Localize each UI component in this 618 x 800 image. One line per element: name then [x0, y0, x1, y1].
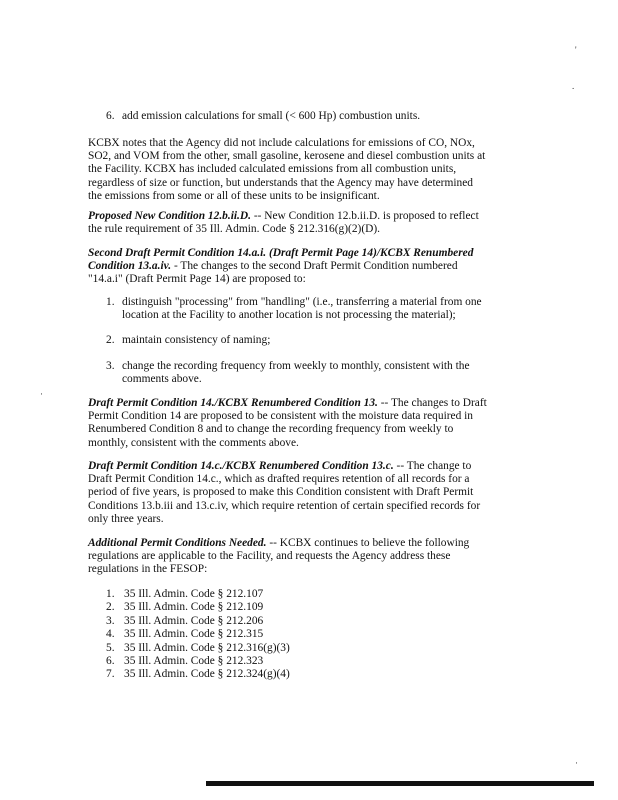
- regulations-list: [106, 588, 406, 682]
- regulation-number: 1.: [106, 588, 115, 600]
- section-condition-14ai: [88, 247, 488, 287]
- item-6: [106, 110, 486, 123]
- regulation-text: 35 Ill. Admin. Code § 212.206: [124, 614, 264, 627]
- list-item-text: distinguish "processing" from "handling" (i.e., transferring a material from one location at the Facility to another location is not processing the material);: [122, 296, 482, 322]
- regulation-number: 7.: [106, 668, 115, 681]
- footer-rule: [206, 781, 594, 786]
- section-3-heading: Draft Permit Condition 14./KCBX Renumbered Condition 13.: [88, 397, 378, 409]
- regulation-item: [106, 588, 406, 601]
- regulation-number: 5.: [106, 641, 115, 654]
- section-condition-14c: [88, 460, 488, 526]
- section-2-body: - The changes to the second Draft Permit Condition numbered "14.a.i" (Draft Permit Page 14) are proposed to:: [88, 260, 458, 286]
- section-4-heading: Draft Permit Condition 14.c./KCBX Renumbered Condition 13.c.: [88, 460, 394, 472]
- regulation-item: [106, 655, 406, 668]
- scan-mark-top: ': [575, 45, 577, 55]
- list-item-3: [106, 360, 486, 386]
- regulation-item: [106, 642, 406, 655]
- section-1-body: -- New Condition 12.b.ii.D. is proposed to reflect the rule requirement of 35 Ill. Admin. Code § 212.316(g)(2)(D).: [88, 210, 479, 236]
- regulation-number: 4.: [106, 628, 115, 641]
- section-4-body: -- The change to Draft Permit Condition 14.c., which as drafted requires retention of all records for a period of five years, is proposed to make this Condition consistent with Draft Permit Conditions 13.b.iii and 13.c.iv, which require retention of certain specified records for only three years.: [88, 460, 481, 525]
- section-condition-14: [88, 397, 488, 450]
- list-item-text: change the recording frequency from weekly to monthly, consistent with the comments above.: [122, 360, 470, 386]
- regulation-text: 35 Ill. Admin. Code § 212.324(g)(4): [124, 668, 290, 681]
- item-6-number: 6.: [106, 110, 115, 122]
- section-5-body: -- KCBX continues to believe the following regulations are applicable to the Facility, and requests the Agency address these regulations in the FESOP:: [88, 537, 470, 576]
- list-item-2: [106, 334, 486, 347]
- regulation-text: 35 Ill. Admin. Code § 212.323: [124, 654, 264, 667]
- list-item-number: 2.: [106, 334, 115, 346]
- regulation-item: [106, 668, 406, 681]
- section-5-heading: Additional Permit Conditions Needed.: [88, 537, 267, 549]
- regulation-number: 3.: [106, 614, 115, 627]
- regulation-text: 35 Ill. Admin. Code § 212.109: [124, 601, 264, 614]
- list-item-1: [106, 296, 486, 322]
- paragraph-emissions: KCBX notes that the Agency did not include calculations for emissions of CO, NOx, SO2, and VOM from the other, small gasoline, kerosene and diesel combustion units at the Facility. KCBX has included calculated emissions from all combustion units, regardless of size or function, but understands that the Agency may have determined the emissions from some or all of these units to be insignificant.: [88, 137, 486, 202]
- item-6-text: add emission calculations for small (< 600 Hp) combustion units.: [122, 110, 421, 122]
- scan-mark-bottom: ·: [575, 758, 578, 768]
- regulation-item: [106, 601, 406, 614]
- regulation-item: [106, 615, 406, 628]
- regulation-text: 35 Ill. Admin. Code § 212.315: [124, 628, 264, 641]
- section-new-condition-12: [88, 210, 488, 236]
- section-additional-conditions: [88, 537, 488, 577]
- list-item-number: 1.: [106, 296, 115, 308]
- section-1-heading: Proposed New Condition 12.b.ii.D.: [88, 210, 251, 222]
- section-2-heading: Second Draft Permit Condition 14.a.i. (Draft Permit Page 14)/KCBX Renumbered Condition 13.a.iv.: [88, 247, 474, 273]
- regulation-number: 6.: [106, 654, 115, 667]
- regulation-text: 35 Ill. Admin. Code § 212.316(g)(3): [124, 641, 290, 654]
- section-3-body: -- The changes to Draft Permit Condition 14 are proposed to be consistent with the moisture data required in Renumbered Condition 8 and to change the recording frequency from weekly to monthly, consistent with the comments above.: [88, 397, 487, 449]
- regulation-number: 2.: [106, 601, 115, 614]
- scan-mark-right: .: [572, 81, 575, 91]
- regulation-text: 35 Ill. Admin. Code § 212.107: [124, 588, 264, 600]
- list-item-number: 3.: [106, 360, 115, 372]
- regulation-item: [106, 628, 406, 641]
- scan-mark-left: ·: [40, 389, 43, 399]
- list-item-text: maintain consistency of naming;: [122, 334, 271, 346]
